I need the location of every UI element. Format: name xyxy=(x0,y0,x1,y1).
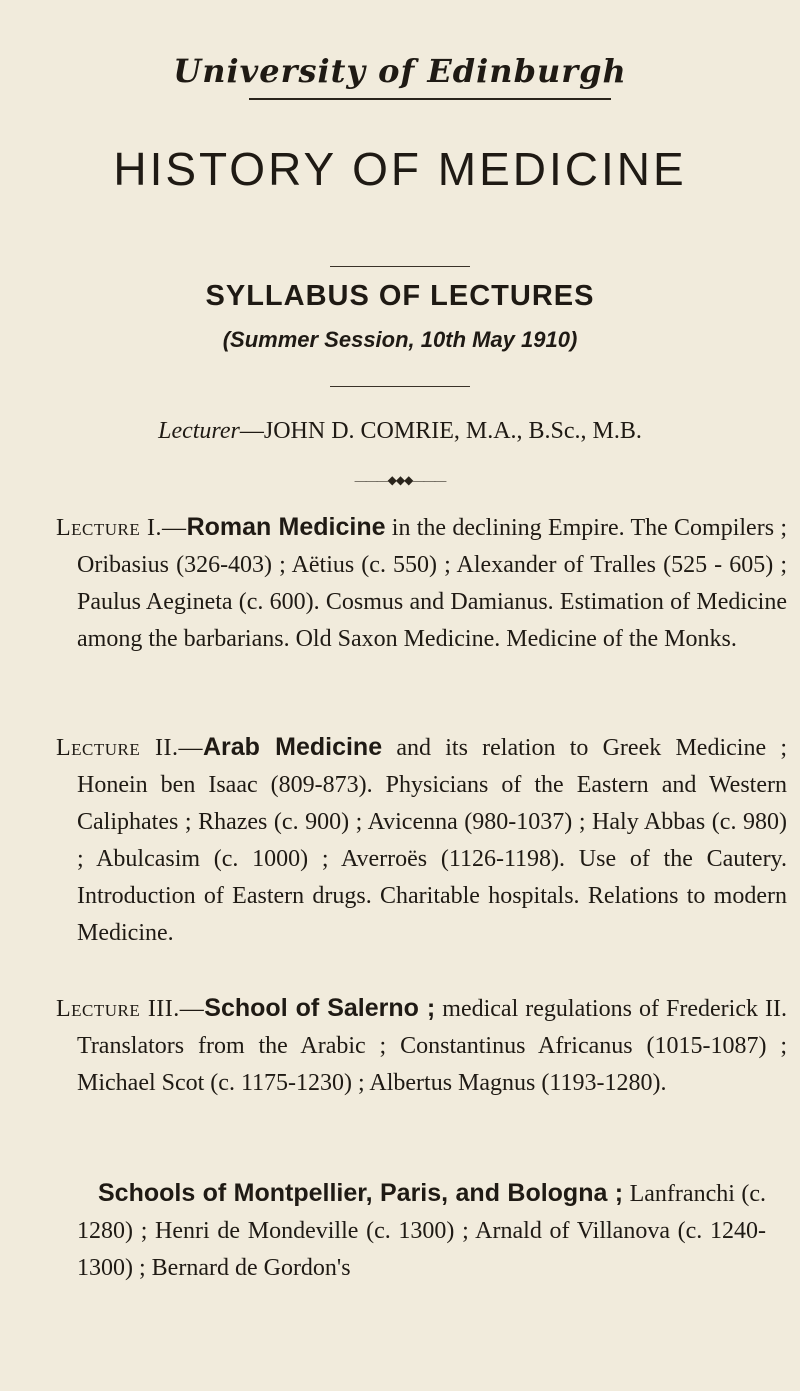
lecture-topic: Arab Medicine xyxy=(203,733,383,761)
lecture-paragraph xyxy=(56,509,787,658)
lecture-text: and its relation to Greek Medicine ; Honein ben Isaac (809-873). Physicians of the Eastern and Western Caliphates ; Rhazes (c. 900) ; Avicenna (980-1037) ; Haly Abbas (c. 980) ; Abulcasim (c. 1000) ; Averroës (1126-1198). Use of the Cautery. Introduction of Eastern drugs. Charitable hospitals. Relations to modern Medicine. xyxy=(77,735,788,946)
heading-underline xyxy=(249,98,611,100)
lecture-paragraph xyxy=(56,729,787,952)
syllabus-heading: SYLLABUS OF LECTURES xyxy=(205,280,595,312)
lecture-number: Lecture I.— xyxy=(56,515,187,541)
lecture-text: Lanfranchi (c. 1280) ; Henri de Mondeville (c. 1300) ; Arnald of Villanova (c. 1240-1300) ; Bernard de Gordon's xyxy=(77,1181,767,1281)
divider-rule xyxy=(330,266,470,267)
lecture-paragraph xyxy=(56,990,787,1102)
lecturer-label: Lecturer xyxy=(158,418,240,444)
lecturer-line xyxy=(0,418,800,445)
ornament-divider: ———◆◆◆——— xyxy=(354,473,446,487)
session-subheading: (Summer Session, 10th May 1910) xyxy=(222,327,578,352)
lecture-continuation xyxy=(77,1175,766,1287)
lecture-number: Lecture III.— xyxy=(56,996,205,1022)
lecture-topic: Schools of Montpellier, Paris, and Bologna ; xyxy=(98,1179,624,1207)
university-heading: University of Edinburgh xyxy=(173,52,627,90)
divider-rule xyxy=(330,386,470,387)
lecture-topic: Roman Medicine xyxy=(186,513,386,541)
lecturer-name: JOHN D. COMRIE, M.A., B.Sc., M.B. xyxy=(263,418,642,444)
lecture-topic: School of Salerno ; xyxy=(204,994,436,1022)
page-title: HISTORY OF MEDICINE xyxy=(113,143,687,195)
lecture-text: in the declining Empire. The Compilers ; Oribasius (326-403) ; Aëtius (c. 550) ; Alexander of Tralles (525 - 605) ; Paulus Aegineta (c. 600). Cosmus and Damianus. Estimation of Medicine among the barbarians. Old Saxon Medicine. Medicine of the Monks. xyxy=(77,515,787,652)
lecture-number: Lecture II.— xyxy=(56,735,203,761)
lecture-text: medical regulations of Frederick II. Translators from the Arabic ; Constantinus Africanus (1015-1087) ; Michael Scot (c. 1175-1230) ; Albertus Magnus (1193-1280). xyxy=(77,996,787,1096)
lecturer-separator: — xyxy=(239,418,264,444)
